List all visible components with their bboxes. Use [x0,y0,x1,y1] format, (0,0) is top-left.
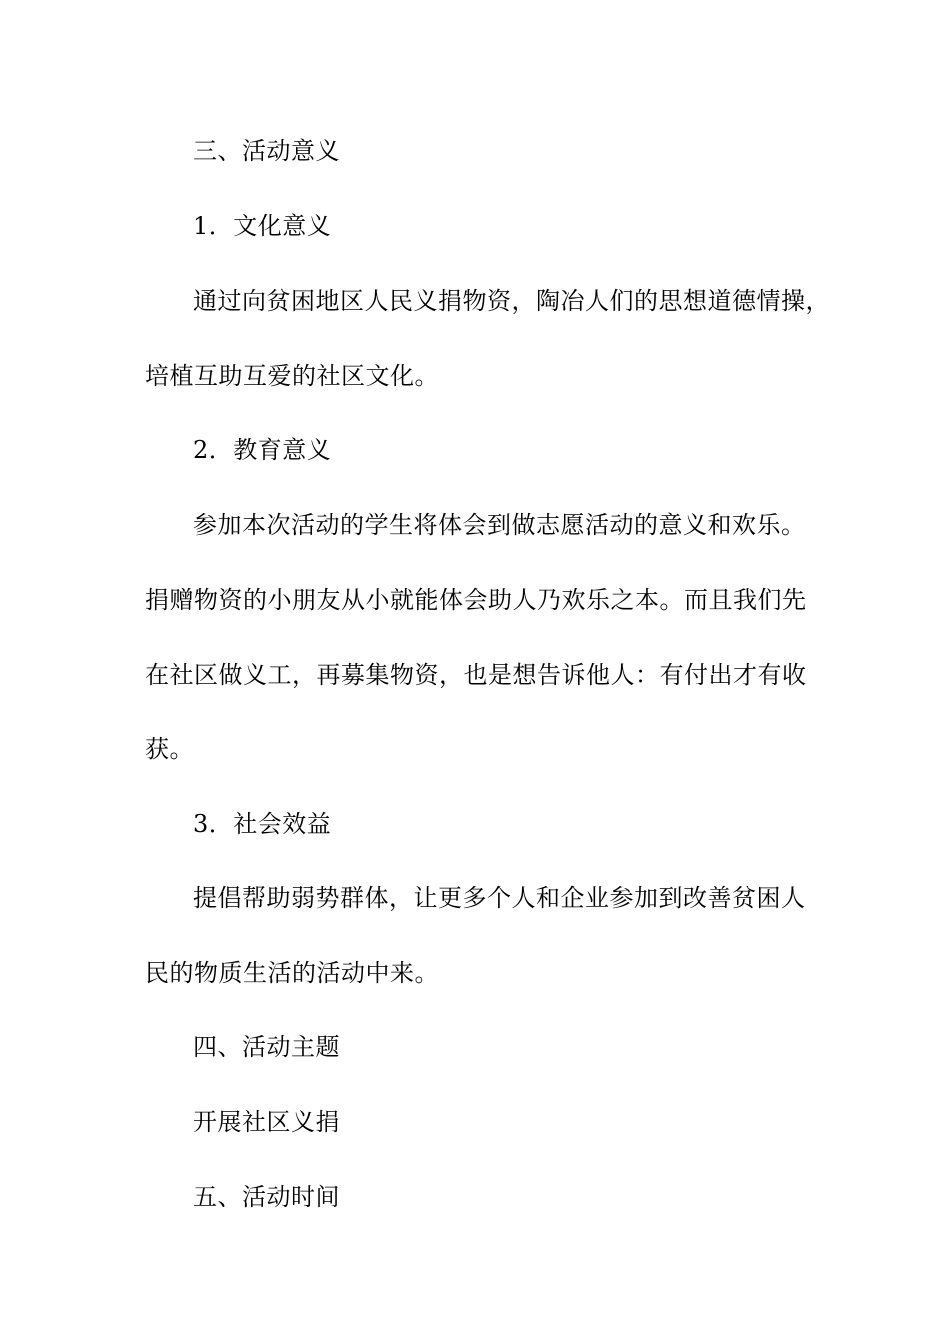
section-heading-theme: 四、活动主题 [193,1033,340,1061]
paragraph-line: 提倡帮助弱势群体，让更多个人和企业参加到改善贫困人 [193,884,806,912]
subheading-cultural: 1．文化意义 [193,212,332,240]
paragraph-line: 参加本次活动的学生将体会到做志愿活动的意义和欢乐。 [193,511,806,539]
paragraph-line: 在社区做义工，再募集物资，也是想告诉他人：有付出才有收 [145,661,807,689]
paragraph-line: 培植互助互爱的社区文化。 [145,362,439,390]
subheading-social: 3．社会效益 [193,810,332,838]
paragraph-line: 通过向贫困地区人民义捐物资，陶冶人们的思想道德情操， [193,287,830,315]
section-heading-time: 五、活动时间 [193,1183,340,1211]
section-heading-significance: 三、活动意义 [193,137,340,165]
paragraph-line: 民的物质生活的活动中来。 [145,959,439,987]
paragraph-line: 获。 [145,735,194,763]
paragraph-line: 捐赠物资的小朋友从小就能体会助人乃欢乐之本。而且我们先 [145,586,807,614]
paragraph-line: 开展社区义捐 [193,1108,340,1136]
subheading-educational: 2．教育意义 [193,436,332,464]
